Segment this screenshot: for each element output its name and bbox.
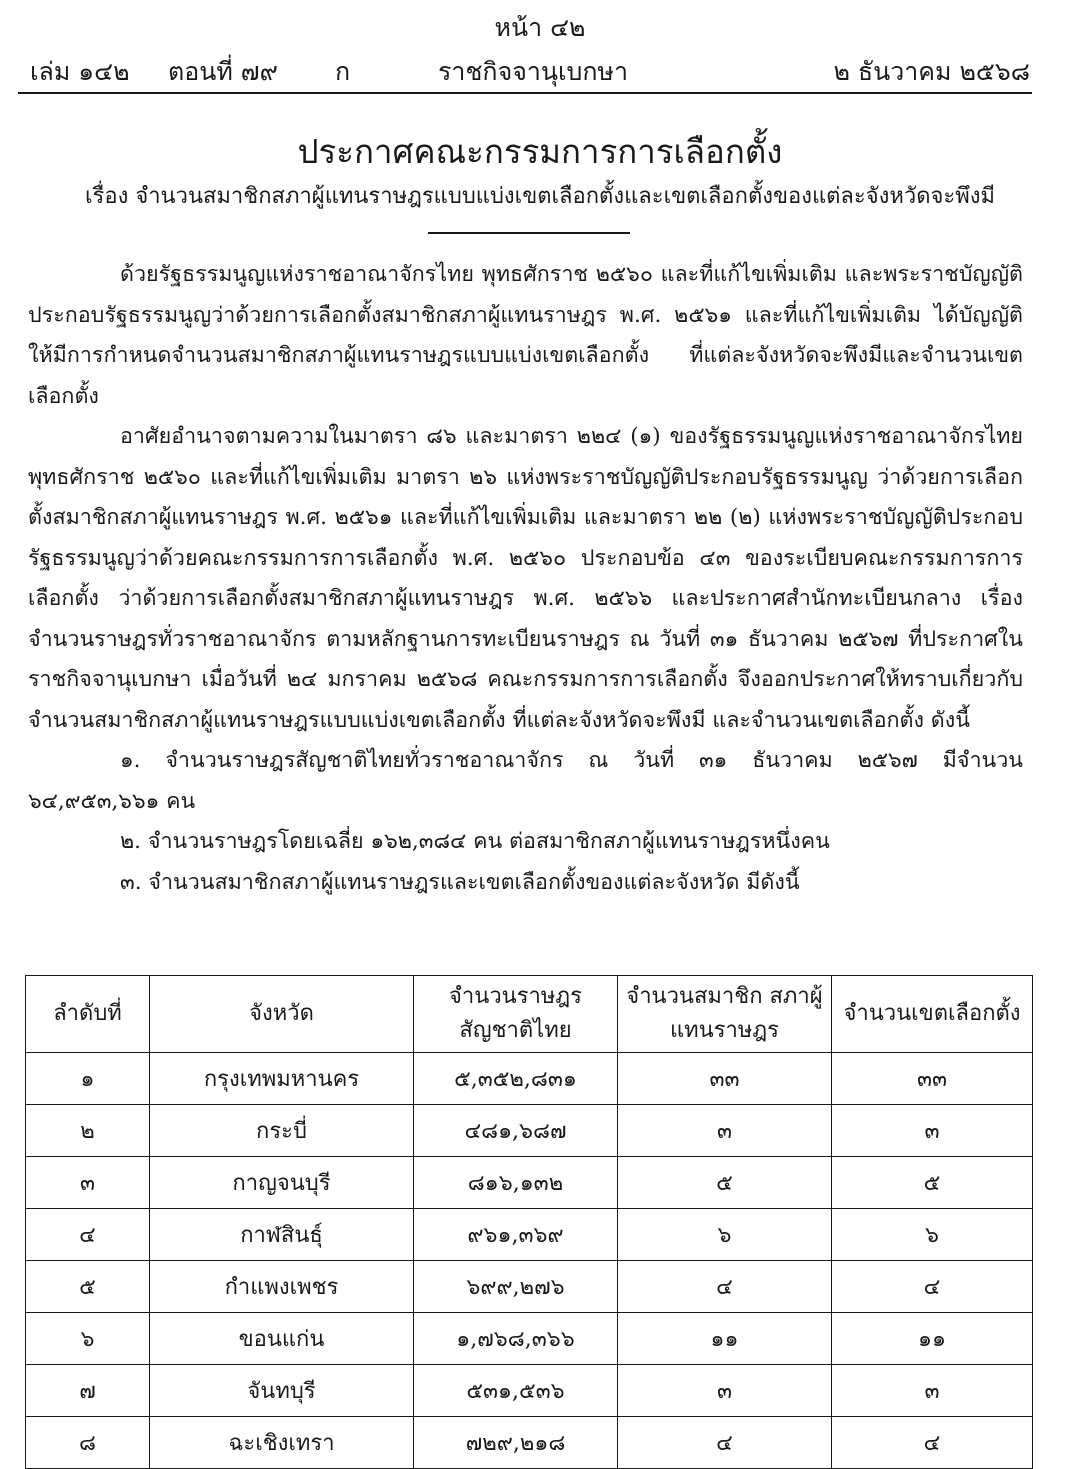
cell-members: ๓	[618, 1365, 832, 1417]
cell-province: กรุงเทพมหานคร	[150, 1053, 414, 1105]
cell-members: ๕	[618, 1157, 832, 1209]
province-table	[25, 975, 1033, 1469]
col-header-districts: จำนวนเขตเลือกตั้ง	[832, 976, 1033, 1053]
table-row	[26, 1105, 1033, 1157]
cell-population: ๘๑๖,๑๓๒	[414, 1157, 618, 1209]
cell-districts: ๔	[832, 1417, 1033, 1469]
cell-order: ๒	[26, 1105, 150, 1157]
cell-population: ๖๙๙,๒๗๖	[414, 1261, 618, 1313]
issue-date: ๒ ธันวาคม ๒๕๖๘	[833, 57, 1030, 86]
header-divider	[18, 92, 1032, 94]
cell-province: กระบี่	[150, 1105, 414, 1157]
cell-members: ๔	[618, 1261, 832, 1313]
table-row	[26, 1157, 1033, 1209]
announcement-subject: เรื่อง จำนวนสมาชิกสภาผู้แทนราษฎรแบบแบ่งเขตเลือกตั้งและเขตเลือกตั้งของแต่ละจังหวัดจะพึงมี	[85, 184, 995, 209]
table-row	[26, 1365, 1033, 1417]
cell-districts: ๑๑	[832, 1313, 1033, 1365]
cell-members: ๑๑	[618, 1313, 832, 1365]
cell-population: ๙๖๑,๓๖๙	[414, 1209, 618, 1261]
col-header-province: จังหวัด	[150, 976, 414, 1053]
gazette-header	[30, 52, 1030, 88]
cell-province: กำแพงเพชร	[150, 1261, 414, 1313]
cell-population: ๗๒๙,๒๑๘	[414, 1417, 618, 1469]
cell-districts: ๓	[832, 1105, 1033, 1157]
cell-districts: ๖	[832, 1209, 1033, 1261]
cell-districts: ๓๓	[832, 1053, 1033, 1105]
paragraph-preamble: ด้วยรัฐธรรมนูญแห่งราชอาณาจักรไทย พุทธศักราช ๒๕๖๐ และที่แก้ไขเพิ่มเติม และพระราชบัญญัติประกอบรัฐธรรมนูญว่าด้วยการเลือกตั้งสมาชิกสภาผู้แทนราษฎร พ.ศ. ๒๕๖๑ และที่แก้ไขเพิ่มเติม ได้บัญญัติให้มีการกำหนดจำนวนสมาชิกสภาผู้แทนราษฎรแบบแบ่งเขตเลือกตั้ง ที่แต่ละจังหวัดจะพึงมีและจำนวนเขตเลือกตั้ง	[28, 262, 1023, 409]
item-3-table-intro: ๓. จำนวนสมาชิกสภาผู้แทนราษฎรและเขตเลือกตั้งของแต่ละจังหวัด มีดังนี้	[120, 869, 800, 895]
table-row	[26, 1417, 1033, 1469]
cell-province: จันทบุรี	[150, 1365, 414, 1417]
cell-districts: ๔	[832, 1261, 1033, 1313]
cell-population: ๕,๓๕๒,๘๓๑	[414, 1053, 618, 1105]
issue-label: ตอนที่ ๗๙	[168, 57, 278, 86]
announcement-body	[28, 255, 1023, 903]
cell-province: ฉะเชิงเทรา	[150, 1417, 414, 1469]
table-row	[26, 1209, 1033, 1261]
title-divider	[428, 232, 630, 234]
gazette-name: ราชกิจจานุเบกษา	[438, 57, 629, 86]
col-header-order: ลำดับที่	[26, 976, 150, 1053]
table-row	[26, 1313, 1033, 1365]
volume-label: เล่ม ๑๔๒	[30, 57, 130, 86]
cell-order: ๗	[26, 1365, 150, 1417]
col-header-population: จำนวนราษฎร สัญชาติไทย	[414, 976, 618, 1053]
cell-population: ๔๘๑,๖๘๗	[414, 1105, 618, 1157]
page-number: หน้า ๔๒	[494, 13, 586, 42]
cell-members: ๔	[618, 1417, 832, 1469]
cell-population: ๕๓๑,๕๓๖	[414, 1365, 618, 1417]
cell-province: กาญจนบุรี	[150, 1157, 414, 1209]
cell-order: ๔	[26, 1209, 150, 1261]
cell-order: ๖	[26, 1313, 150, 1365]
table-header-row	[26, 976, 1033, 1053]
cell-order: ๑	[26, 1053, 150, 1105]
cell-province: ขอนแก่น	[150, 1313, 414, 1365]
cell-order: ๘	[26, 1417, 150, 1469]
cell-members: ๓๓	[618, 1053, 832, 1105]
cell-members: ๖	[618, 1209, 832, 1261]
cell-province: กาฬสินธุ์	[150, 1209, 414, 1261]
table-row	[26, 1261, 1033, 1313]
section-label: ก	[335, 57, 351, 86]
announcement-title: ประกาศคณะกรรมการการเลือกตั้ง	[297, 132, 783, 171]
table-row	[26, 1053, 1033, 1105]
cell-districts: ๕	[832, 1157, 1033, 1209]
paragraph-authority: อาศัยอำนาจตามความในมาตรา ๘๖ และมาตรา ๒๒๔ (๑) ของรัฐธรรมนูญแห่งราชอาณาจักรไทย พุทธศักราช ๒๕๖๐ และที่แก้ไขเพิ่มเติม มาตรา ๒๖ แห่งพระราชบัญญัติประกอบรัฐธรรมนูญ ว่าด้วยการเลือกตั้งสมาชิกสภาผู้แทนราษฎร พ.ศ. ๒๕๖๑ และที่แก้ไขเพิ่มเติม และมาตรา ๒๒ (๒) แห่งพระราชบัญญัติประกอบรัฐธรรมนูญว่าด้วยคณะกรรมการการเลือกตั้ง พ.ศ. ๒๕๖๐ ประกอบข้อ ๔๓ ของระเบียบคณะกรรมการการเลือกตั้ง ว่าด้วยการเลือกตั้งสมาชิกสภาผู้แทนราษฎร พ.ศ. ๒๕๖๖ และประกาศสำนักทะเบียนกลาง เรื่อง จำนวนราษฎรทั่วราชอาณาจักร ตามหลักฐานการทะเบียนราษฎร ณ วันที่ ๓๑ ธันวาคม ๒๕๖๗ ที่ประกาศในราชกิจจานุเบกษา เมื่อวันที่ ๒๔ มกราคม ๒๕๖๘ คณะกรรมการการเลือกตั้ง จึงออกประกาศให้ทราบเกี่ยวกับจำนวนสมาชิกสภาผู้แทนราษฎรแบบแบ่งเขตเลือกตั้ง ที่แต่ละจังหวัดจะพึงมี และจำนวนเขตเลือกตั้ง ดังนี้	[28, 424, 1023, 733]
cell-members: ๓	[618, 1105, 832, 1157]
cell-order: ๓	[26, 1157, 150, 1209]
item-1-population: ๑. จำนวนราษฎรสัญชาติไทยทั่วราชอาณาจักร ณ วันที่ ๓๑ ธันวาคม ๒๕๖๗ มีจำนวน ๖๔,๙๕๓,๖๖๑ คน	[28, 748, 1023, 814]
cell-districts: ๓	[832, 1365, 1033, 1417]
col-header-members: จำนวนสมาชิก สภาผู้แทนราษฎร	[618, 976, 832, 1053]
cell-population: ๑,๗๖๘,๓๖๖	[414, 1313, 618, 1365]
cell-order: ๕	[26, 1261, 150, 1313]
item-2-average: ๒. จำนวนราษฎรโดยเฉลี่ย ๑๖๒,๓๘๔ คน ต่อสมาชิกสภาผู้แทนราษฎรหนึ่งคน	[120, 829, 830, 854]
